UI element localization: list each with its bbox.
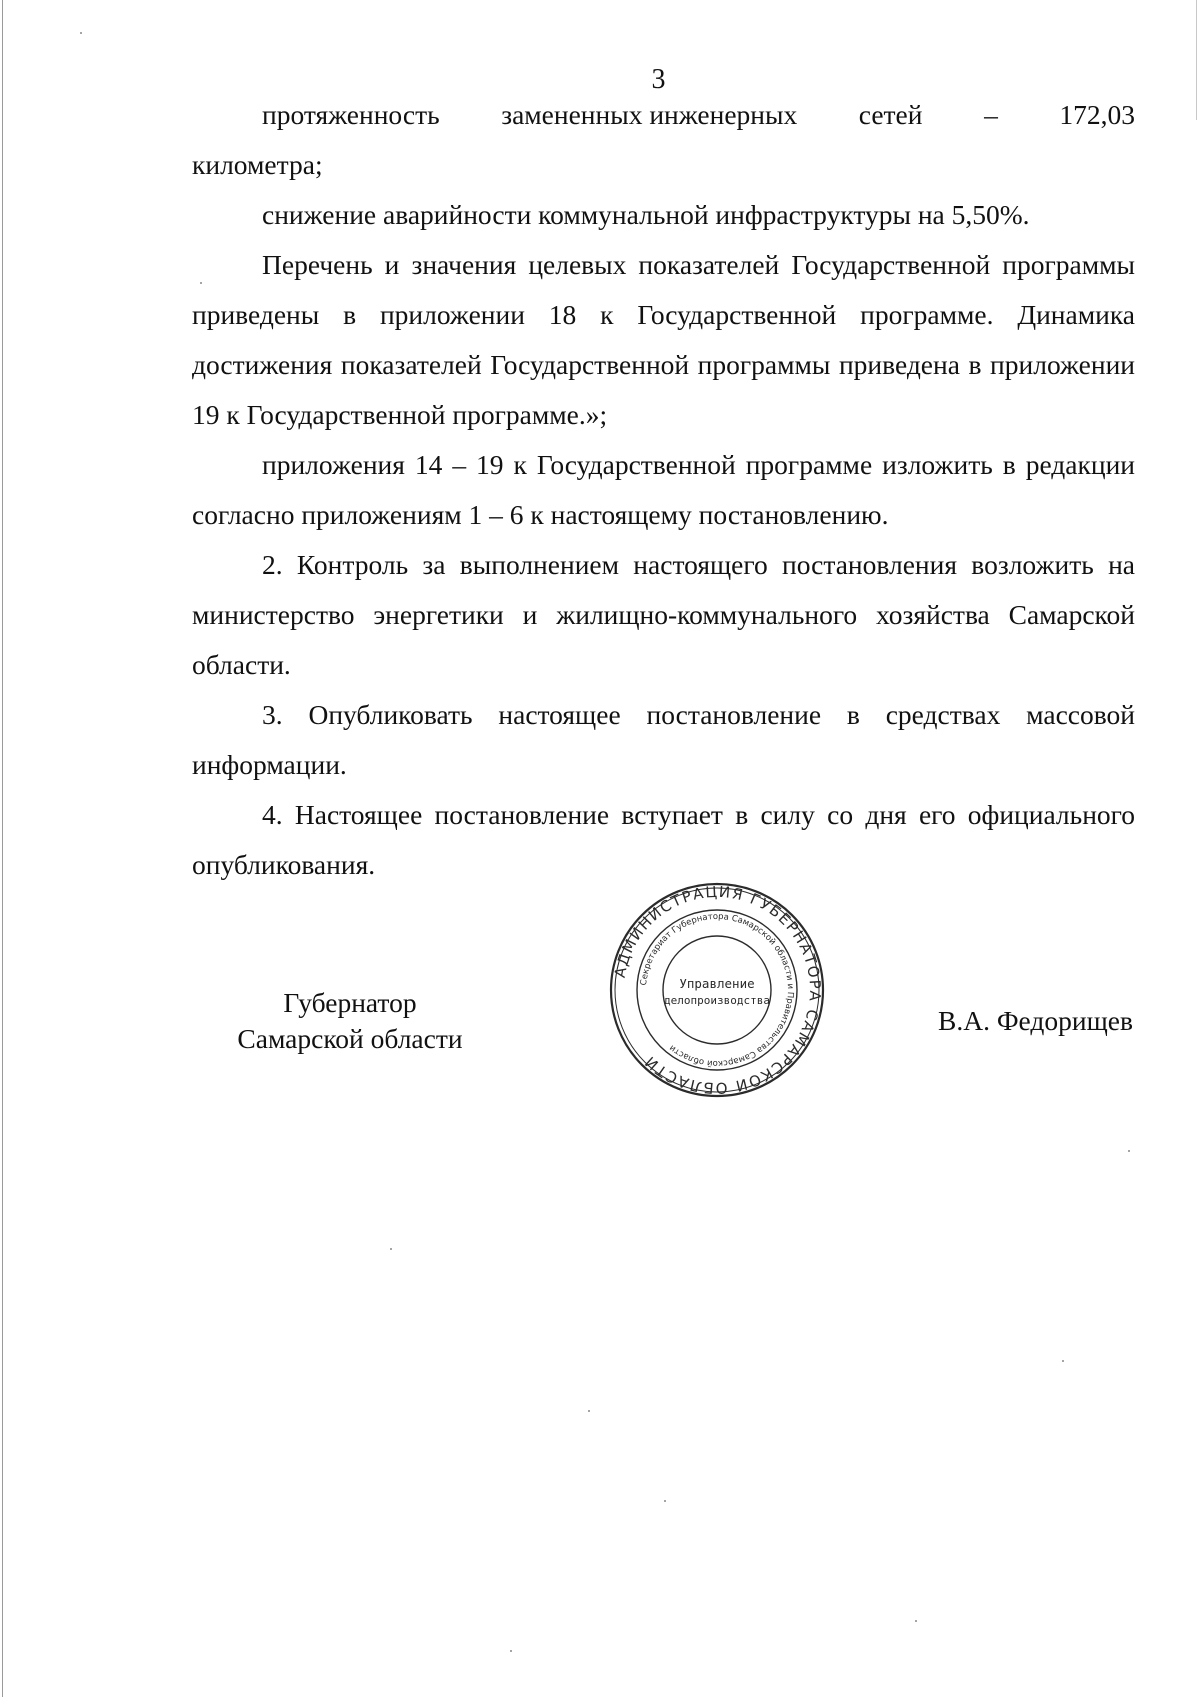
signature-block [0,985,1200,1065]
scan-speck [664,1500,666,1502]
paragraph-target-indicators: Перечень и значения целевых показателей Государственной программы приведены в приложении 18 к Государственной программе. Динамика достижения показателей Государственной программы приведена в приложении 19 к Государственной программе.»; [192,249,1135,430]
scan-speck [1128,1150,1130,1152]
scan-speck [915,1620,917,1622]
word: – [984,99,998,130]
scan-right-edge [1196,0,1197,120]
signatory-position-line2: Самарской области [237,1023,463,1054]
word: протяженность [262,99,440,130]
stamp-center-line2: делопроизводства [664,994,770,1007]
signatory-name: В.А. Федорищев [938,1005,1133,1036]
paragraph-entry-into-force: 4. Настоящее постановление вступает в силу со дня его официального опубликования. [192,799,1135,880]
scan-speck [1062,1360,1064,1362]
stamp-center-line1: Управление [679,976,755,991]
scan-speck [80,32,82,34]
paragraph-publish: 3. Опубликовать настоящее постановление в средствах массовой информации. [192,699,1135,780]
paragraph-length-of-networks [192,90,1135,190]
signatory-position-line1: Губернатор [283,987,417,1018]
paragraph-control: 2. Контроль за выполнением настоящего постановления возложить на министерство энергетики и жилищно-коммунального хозяйства Самарской области. [192,549,1135,680]
justified-first-line [192,90,1135,140]
paragraph-appendices: приложения 14 – 19 к Государственной программе изложить в редакции согласно приложениям 1 – 6 к настоящему постановлению. [192,449,1135,530]
page-number: 3 [651,64,666,95]
signatory-position [230,985,470,1057]
paragraph-continuation: километра; [192,149,323,180]
stamp-outer-text: АДМИНИСТРАЦИЯ ГУБЕРНАТОРА САМАРСКОЙ ОБЛАСТИ [610,882,825,1098]
scan-left-edge [2,0,3,1697]
scan-speck [390,1248,392,1250]
scan-speck [510,1650,512,1652]
paragraph-accident-reduction: снижение аварийности коммунальной инфраструктуры на 5,50%. [262,199,1030,230]
word: сетей [858,99,923,130]
stamp-inner-text: Секретариат Губернатора Самарской области и Правительства Самарской области [639,911,796,1069]
scan-speck [588,1410,590,1412]
word: 172,03 [1059,99,1135,130]
scan-speck [200,282,202,284]
word: замененных инженерных [501,99,798,130]
document-body [192,90,1135,890]
